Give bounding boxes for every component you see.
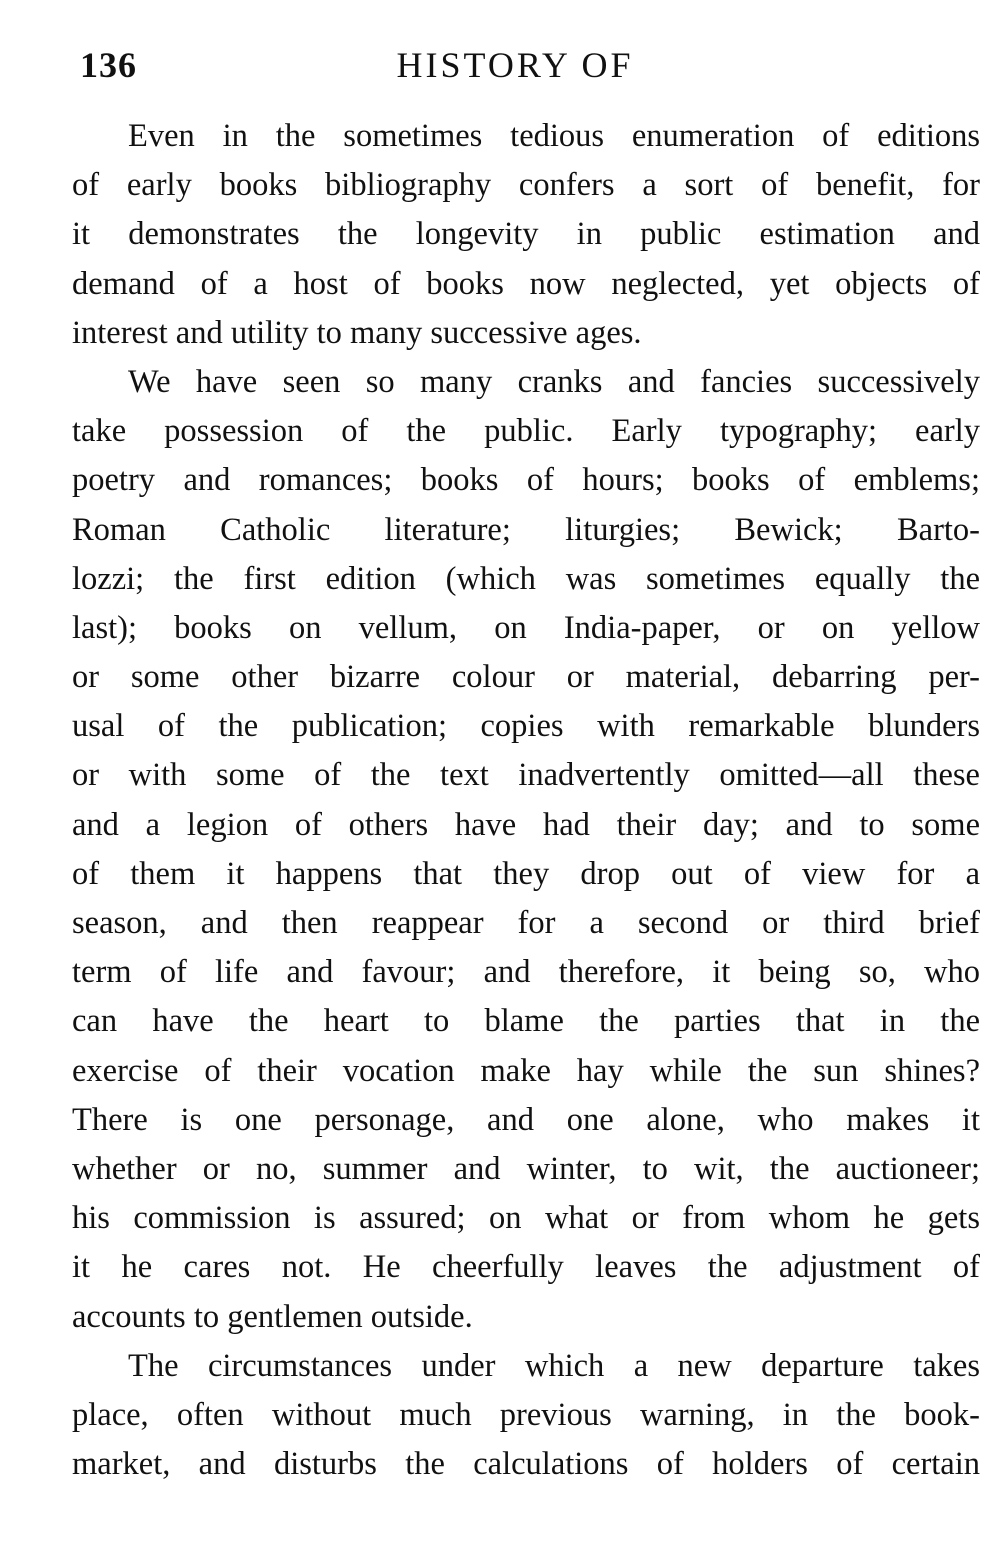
- text-line: take possession of the public. Early typography; early: [72, 413, 980, 450]
- text-line: exercise of their vocation make hay while the sun shines?: [72, 1052, 980, 1089]
- text-line: and a legion of others have had their day; and to some: [72, 806, 980, 843]
- text-line: or some other bizarre colour or material, debarring per-: [72, 659, 980, 696]
- text-line: place, often without much previous warning, in the book-: [72, 1396, 980, 1433]
- body-text: [72, 112, 980, 1489]
- text-line: season, and then reappear for a second or third brief: [72, 905, 980, 941]
- running-title: HISTORY OF: [396, 45, 634, 85]
- text-line: or with some of the text inadvertently omitted—all these: [72, 757, 980, 794]
- paragraph: [72, 112, 980, 358]
- text-line: The circumstances under which a new departure takes: [128, 1347, 980, 1384]
- paragraph: [72, 1342, 980, 1490]
- text-line: We have seen so many cranks and fancies successively: [128, 363, 980, 400]
- text-line: last); books on vellum, on India-paper, or on yellow: [72, 609, 980, 646]
- running-head: [80, 44, 980, 92]
- text-line: accounts to gentlemen outside.: [72, 1298, 473, 1335]
- text-line: poetry and romances; books of hours; books of emblems;: [72, 462, 980, 499]
- text-line: Even in the sometimes tedious enumeration of editions: [128, 118, 980, 154]
- text-line: interest and utility to many successive ages.: [72, 314, 642, 351]
- text-line: his commission is assured; on what or from whom he gets: [72, 1200, 980, 1237]
- text-line: lozzi; the first edition (which was sometimes equally the: [72, 560, 980, 597]
- text-line: of them it happens that they drop out of view for a: [72, 855, 980, 892]
- text-line: There is one personage, and one alone, who makes it: [72, 1101, 980, 1138]
- text-line: term of life and favour; and therefore, it being so, who: [72, 954, 980, 991]
- page-number: 136: [80, 45, 137, 85]
- paragraph: [72, 358, 980, 1342]
- text-line: Roman Catholic literature; liturgies; Bewick; Barto-: [72, 511, 980, 548]
- text-line: market, and disturbs the calculations of holders of certain: [72, 1446, 980, 1483]
- text-line: it he cares not. He cheerfully leaves the adjustment of: [72, 1249, 980, 1286]
- text-line: of early books bibliography confers a sort of benefit, for: [72, 167, 980, 204]
- text-line: usal of the publication; copies with remarkable blunders: [72, 708, 980, 745]
- text-line: it demonstrates the longevity in public estimation and: [72, 216, 980, 253]
- text-line: demand of a host of books now neglected, yet objects of: [72, 265, 980, 302]
- text-line: whether or no, summer and winter, to wit, the auctioneer;: [72, 1150, 980, 1187]
- text-line: can have the heart to blame the parties that in the: [72, 1003, 980, 1040]
